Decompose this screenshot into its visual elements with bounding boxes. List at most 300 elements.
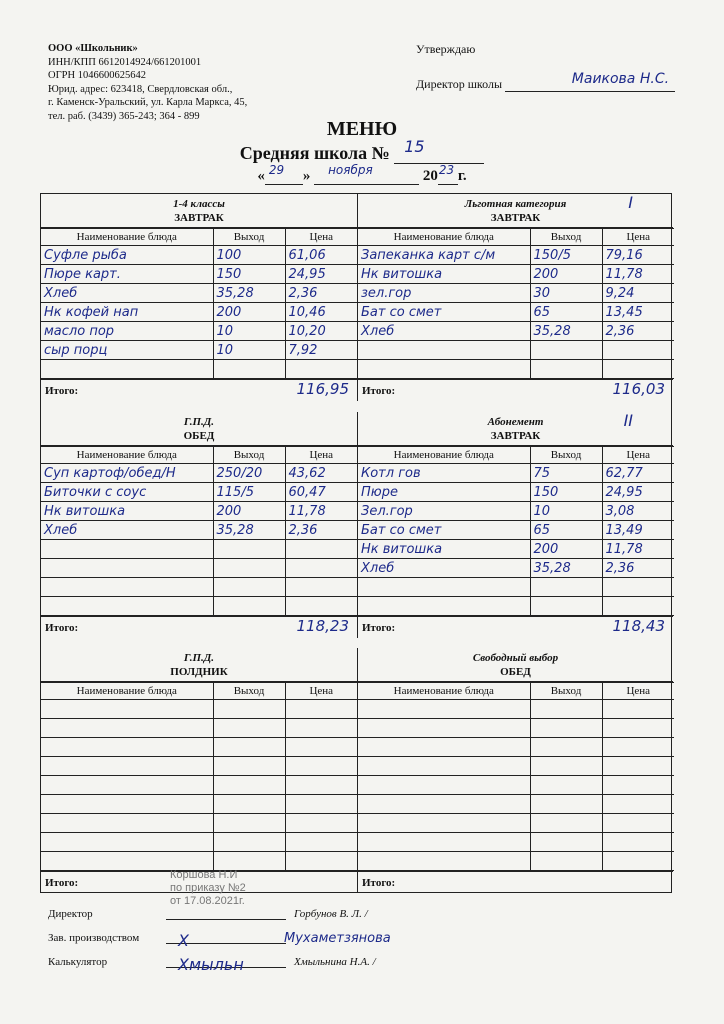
table-row <box>41 265 357 284</box>
col-price-header: Цена <box>602 447 674 464</box>
dish-name <box>41 597 213 616</box>
col-price-header: Цена <box>285 229 357 246</box>
table-row <box>358 597 674 616</box>
dish-price: 60,47 <box>285 483 357 502</box>
table-row <box>41 464 357 483</box>
table-row <box>358 814 674 833</box>
dish-price: 11,78 <box>285 502 357 521</box>
dish-output <box>530 833 602 852</box>
school-number: 15 <box>404 137 425 156</box>
col-name-header: Наименование блюда <box>41 229 213 246</box>
dish-price <box>602 597 674 616</box>
col-name-header: Наименование блюда <box>358 447 530 464</box>
dish-name: Бат со смет <box>358 521 530 540</box>
month-value: ноября <box>328 163 373 177</box>
dish-name: Нк кофей нап <box>41 303 213 322</box>
col-name-header: Наименование блюда <box>358 229 530 246</box>
dish-output <box>530 795 602 814</box>
dish-price <box>602 776 674 795</box>
section-header <box>41 648 357 682</box>
section-6 <box>357 648 673 893</box>
dish-price: 9,24 <box>602 284 674 303</box>
page-title: МЕНЮ <box>326 118 398 140</box>
day-value: 29 <box>268 163 285 177</box>
dish-output <box>213 360 285 379</box>
table-row <box>358 521 674 540</box>
dish-name: Суп картоф/обед/Н <box>41 464 213 483</box>
dish-price: 13,49 <box>602 521 674 540</box>
section-4 <box>357 412 673 638</box>
dish-price: 2,36 <box>602 559 674 578</box>
dish-price: 11,78 <box>602 265 674 284</box>
dish-output <box>530 578 602 597</box>
section-5 <box>41 648 357 893</box>
table-row <box>41 360 357 379</box>
dish-price <box>285 597 357 616</box>
dish-price: 13,45 <box>602 303 674 322</box>
dish-name: Котл гов <box>358 464 530 483</box>
col-output-header: Выход <box>213 447 285 464</box>
section-1 <box>41 194 357 401</box>
dish-name <box>358 852 530 871</box>
dish-price <box>602 700 674 719</box>
total-label: Итого: <box>45 385 79 397</box>
dish-price <box>285 795 357 814</box>
dish-name: Запеканка карт с/м <box>358 246 530 265</box>
section-header <box>358 194 673 228</box>
dish-output <box>213 540 285 559</box>
year-field <box>438 163 458 185</box>
table-row <box>358 303 674 322</box>
col-name-header: Наименование блюда <box>41 683 213 700</box>
month-field <box>314 163 419 185</box>
dish-table <box>41 446 357 616</box>
dish-price <box>285 776 357 795</box>
total-label: Итого: <box>362 385 396 397</box>
dish-name <box>41 540 213 559</box>
dish-price <box>602 578 674 597</box>
table-row <box>41 776 357 795</box>
dish-output: 10 <box>530 502 602 521</box>
director-signature: Маикова Н.С. <box>571 71 670 87</box>
dish-name <box>41 719 213 738</box>
dish-name <box>358 776 530 795</box>
total-label: Итого: <box>362 877 396 889</box>
dish-name: Пюре <box>358 483 530 502</box>
production-label: Зав. производством <box>48 932 140 944</box>
total-value: 118,23 <box>296 617 349 635</box>
dish-price <box>602 757 674 776</box>
dish-name: Хлеб <box>358 559 530 578</box>
total-row <box>358 871 673 893</box>
dish-price: 2,36 <box>285 284 357 303</box>
dish-output <box>213 833 285 852</box>
dish-output: 250/20 <box>213 464 285 483</box>
total-label: Итого: <box>362 622 396 634</box>
dish-output <box>530 757 602 776</box>
dish-output <box>530 814 602 833</box>
dish-output: 100 <box>213 246 285 265</box>
stamp-line-1: Коршова Н.И <box>170 869 238 881</box>
table-row <box>41 597 357 616</box>
dish-name: Пюре карт. <box>41 265 213 284</box>
dish-price: 10,46 <box>285 303 357 322</box>
total-label: Итого: <box>45 877 79 889</box>
dish-name: Нк витошка <box>358 265 530 284</box>
dish-output: 150 <box>530 483 602 502</box>
stamp-line-3: от 17.08.2021г. <box>170 895 245 907</box>
table-row <box>41 322 357 341</box>
dish-price <box>285 852 357 871</box>
total-row <box>358 616 673 638</box>
approve-label: Утверждаю <box>416 42 476 56</box>
dish-name: сыр порц <box>41 341 213 360</box>
dish-output <box>213 757 285 776</box>
director-school-label: Директор школы <box>416 77 503 91</box>
total-row <box>358 379 673 401</box>
dish-name: Хлеб <box>358 322 530 341</box>
dish-output <box>530 852 602 871</box>
dish-output <box>213 559 285 578</box>
calculator-slash: / <box>372 956 376 968</box>
section-meal: ПОЛДНИК <box>170 666 228 678</box>
menu-date <box>0 163 724 185</box>
director-sign-line <box>166 919 286 920</box>
dish-name <box>41 833 213 852</box>
dish-price: 3,08 <box>602 502 674 521</box>
col-price-header: Цена <box>285 447 357 464</box>
dish-name <box>41 852 213 871</box>
col-output-header: Выход <box>213 683 285 700</box>
calculator-signature: Хмыльн <box>178 955 244 974</box>
dish-output <box>213 776 285 795</box>
approval-block <box>416 42 675 92</box>
section-category: Г.П.Д. <box>183 652 215 664</box>
table-row <box>41 284 357 303</box>
org-name: ООО «Школьник» <box>48 43 138 54</box>
section-category: Свободный выбор <box>472 652 559 664</box>
dish-name: Хлеб <box>41 284 213 303</box>
section-header <box>358 412 673 446</box>
col-output-header: Выход <box>213 229 285 246</box>
dish-output: 35,28 <box>213 284 285 303</box>
table-header-row <box>358 683 674 700</box>
dish-name <box>358 578 530 597</box>
dish-output <box>530 738 602 757</box>
table-row <box>358 464 674 483</box>
total-label: Итого: <box>45 622 79 634</box>
org-ogrn: ОГРН 1046600625642 <box>48 70 146 81</box>
dish-price <box>602 814 674 833</box>
org-address-2: г. Каменск-Уральский, ул. Карла Маркса, 45, <box>48 97 248 108</box>
dish-name <box>41 814 213 833</box>
table-row <box>358 284 674 303</box>
dish-output <box>530 776 602 795</box>
dish-name <box>41 795 213 814</box>
dish-name <box>358 360 530 379</box>
dish-name <box>41 578 213 597</box>
signature-block <box>48 900 688 972</box>
signature-calculator <box>48 948 688 972</box>
dish-output: 35,28 <box>213 521 285 540</box>
dish-price: 61,06 <box>285 246 357 265</box>
section-meal: ЗАВТРАК <box>490 430 541 442</box>
dish-price <box>602 719 674 738</box>
dish-output: 200 <box>530 265 602 284</box>
table-header-row <box>41 447 357 464</box>
table-row <box>41 540 357 559</box>
col-output-header: Выход <box>530 229 602 246</box>
director-name <box>294 908 368 920</box>
dish-price <box>602 795 674 814</box>
dish-output: 10 <box>213 341 285 360</box>
dish-name: Зел.гор <box>358 502 530 521</box>
stamp-line-2: по приказу №2 <box>170 882 246 894</box>
dish-output <box>530 597 602 616</box>
table-header-row <box>41 683 357 700</box>
dish-output <box>213 852 285 871</box>
col-output-header: Выход <box>530 683 602 700</box>
dish-price <box>285 833 357 852</box>
dish-name <box>358 795 530 814</box>
dish-price: 10,20 <box>285 322 357 341</box>
dish-name: Суфле рыба <box>41 246 213 265</box>
day-field <box>265 163 303 185</box>
dish-table <box>358 228 674 379</box>
dish-price: 7,92 <box>285 341 357 360</box>
section-meal: ОБЕД <box>183 430 215 442</box>
table-row <box>358 776 674 795</box>
dish-price: 2,36 <box>602 322 674 341</box>
table-row <box>358 833 674 852</box>
dish-name <box>41 738 213 757</box>
dish-name <box>41 360 213 379</box>
dish-price <box>285 814 357 833</box>
dish-output <box>213 700 285 719</box>
dish-price <box>602 341 674 360</box>
total-row <box>41 616 357 638</box>
dish-output <box>213 738 285 757</box>
table-row <box>358 700 674 719</box>
table-row <box>358 322 674 341</box>
section-meal: ОБЕД <box>500 666 531 678</box>
table-row <box>358 265 674 284</box>
dish-price <box>285 578 357 597</box>
dish-name: Биточки с соус <box>41 483 213 502</box>
dish-name <box>41 559 213 578</box>
year-end: г. <box>457 168 467 184</box>
dish-name <box>358 597 530 616</box>
dish-price <box>285 738 357 757</box>
section-category: Абонемент <box>487 416 544 428</box>
dish-price <box>602 833 674 852</box>
table-row <box>41 833 357 852</box>
table-row <box>358 360 674 379</box>
dish-output: 35,28 <box>530 559 602 578</box>
table-row <box>41 795 357 814</box>
dish-price <box>285 700 357 719</box>
dish-name: Хлеб <box>41 521 213 540</box>
dish-table <box>358 446 674 616</box>
dish-name <box>358 341 530 360</box>
dish-output <box>530 341 602 360</box>
section-header <box>41 194 357 228</box>
dish-table <box>41 682 357 871</box>
calculator-name-text: Хмыльнина Н.А. <box>294 956 370 968</box>
table-row <box>358 738 674 757</box>
production-signature: Х <box>178 931 189 950</box>
dish-price <box>285 360 357 379</box>
date-quote-open: « <box>257 168 265 184</box>
dish-price <box>285 540 357 559</box>
director-line <box>416 71 675 92</box>
total-value: 116,03 <box>612 380 665 398</box>
dish-name: зел.гор <box>358 284 530 303</box>
section-meal: ЗАВТРАК <box>490 212 541 224</box>
table-row <box>41 246 357 265</box>
dish-price <box>602 738 674 757</box>
section-category: Г.П.Д. <box>183 416 215 428</box>
dish-name: масло пор <box>41 322 213 341</box>
dish-output: 200 <box>213 502 285 521</box>
calculator-label: Калькулятор <box>48 956 108 968</box>
signature-director <box>48 900 688 924</box>
dish-table <box>358 682 674 871</box>
dish-output <box>213 719 285 738</box>
dish-table <box>41 228 357 379</box>
dish-name <box>358 833 530 852</box>
dish-price <box>602 360 674 379</box>
dish-output: 200 <box>530 540 602 559</box>
table-row <box>358 559 674 578</box>
dish-name <box>41 757 213 776</box>
section-3 <box>41 412 357 638</box>
table-row <box>41 521 357 540</box>
dish-output: 65 <box>530 521 602 540</box>
org-inn: ИНН/КПП 6612014924/661201001 <box>48 56 202 68</box>
dish-name <box>358 700 530 719</box>
dish-name <box>41 700 213 719</box>
table-row <box>358 246 674 265</box>
dish-output <box>213 597 285 616</box>
dish-output: 10 <box>213 322 285 341</box>
dish-price: 24,95 <box>285 265 357 284</box>
calculator-name <box>294 956 376 968</box>
section-category: Льготная категория <box>464 198 567 210</box>
col-output-header: Выход <box>530 447 602 464</box>
dish-price: 24,95 <box>602 483 674 502</box>
director-label: Директор <box>48 908 93 920</box>
dish-price: 79,16 <box>602 246 674 265</box>
table-row <box>358 852 674 871</box>
dish-output <box>213 578 285 597</box>
dish-price <box>285 757 357 776</box>
section-category: 1-4 классы <box>173 198 225 210</box>
dish-output <box>213 814 285 833</box>
production-name: Мухаметзянова <box>284 931 391 946</box>
dish-output <box>213 795 285 814</box>
dish-name: Нк витошка <box>358 540 530 559</box>
total-row <box>41 379 357 401</box>
col-price-header: Цена <box>602 683 674 700</box>
dish-name <box>358 757 530 776</box>
dish-price <box>285 559 357 578</box>
table-header-row <box>358 447 674 464</box>
total-value: 116,95 <box>296 380 349 398</box>
dish-name <box>41 776 213 795</box>
year-value: 23 <box>438 163 455 177</box>
director-signature-line <box>505 71 675 92</box>
year-prefix: 20 <box>422 168 438 184</box>
table-header-row <box>358 229 674 246</box>
dish-name <box>358 738 530 757</box>
dish-price: 62,77 <box>602 464 674 483</box>
dish-output: 150 <box>213 265 285 284</box>
dish-output: 35,28 <box>530 322 602 341</box>
dish-output: 75 <box>530 464 602 483</box>
dish-price: 43,62 <box>285 464 357 483</box>
table-row <box>41 303 357 322</box>
dish-price: 2,36 <box>285 521 357 540</box>
table-header-row <box>41 229 357 246</box>
table-row <box>41 559 357 578</box>
table-row <box>41 700 357 719</box>
dish-name <box>358 814 530 833</box>
table-row <box>41 502 357 521</box>
col-price-header: Цена <box>285 683 357 700</box>
school-number-field <box>394 137 484 164</box>
menu-grid <box>40 193 672 893</box>
dish-output <box>530 719 602 738</box>
dish-price <box>602 852 674 871</box>
total-value: 118,43 <box>612 617 665 635</box>
school-title <box>0 137 724 164</box>
col-name-header: Наименование блюда <box>41 447 213 464</box>
dish-output <box>530 360 602 379</box>
director-slash: / <box>364 908 368 920</box>
dish-output <box>530 700 602 719</box>
table-row <box>41 814 357 833</box>
col-price-header: Цена <box>602 229 674 246</box>
section-roman-mark: II <box>623 411 633 430</box>
section-header <box>358 648 673 682</box>
date-quote-close: » <box>302 168 311 184</box>
table-row <box>358 719 674 738</box>
table-row <box>358 341 674 360</box>
dish-output: 200 <box>213 303 285 322</box>
director-name-text: Горбунов В. Л. <box>294 908 362 920</box>
organization-block <box>48 42 247 123</box>
dish-output: 115/5 <box>213 483 285 502</box>
dish-output: 65 <box>530 303 602 322</box>
table-row <box>358 578 674 597</box>
section-header <box>41 412 357 446</box>
table-row <box>41 738 357 757</box>
dish-price <box>285 719 357 738</box>
dish-name <box>358 719 530 738</box>
table-row <box>358 795 674 814</box>
signature-production <box>48 924 688 948</box>
section-roman-mark: I <box>628 193 633 212</box>
table-row <box>358 757 674 776</box>
col-name-header: Наименование блюда <box>358 683 530 700</box>
org-phone: тел. раб. (3439) 365-243; 364 - 899 <box>48 110 200 122</box>
dish-output: 30 <box>530 284 602 303</box>
table-row <box>358 502 674 521</box>
school-label: Средняя школа № <box>239 143 390 163</box>
dish-output: 150/5 <box>530 246 602 265</box>
dish-price: 11,78 <box>602 540 674 559</box>
